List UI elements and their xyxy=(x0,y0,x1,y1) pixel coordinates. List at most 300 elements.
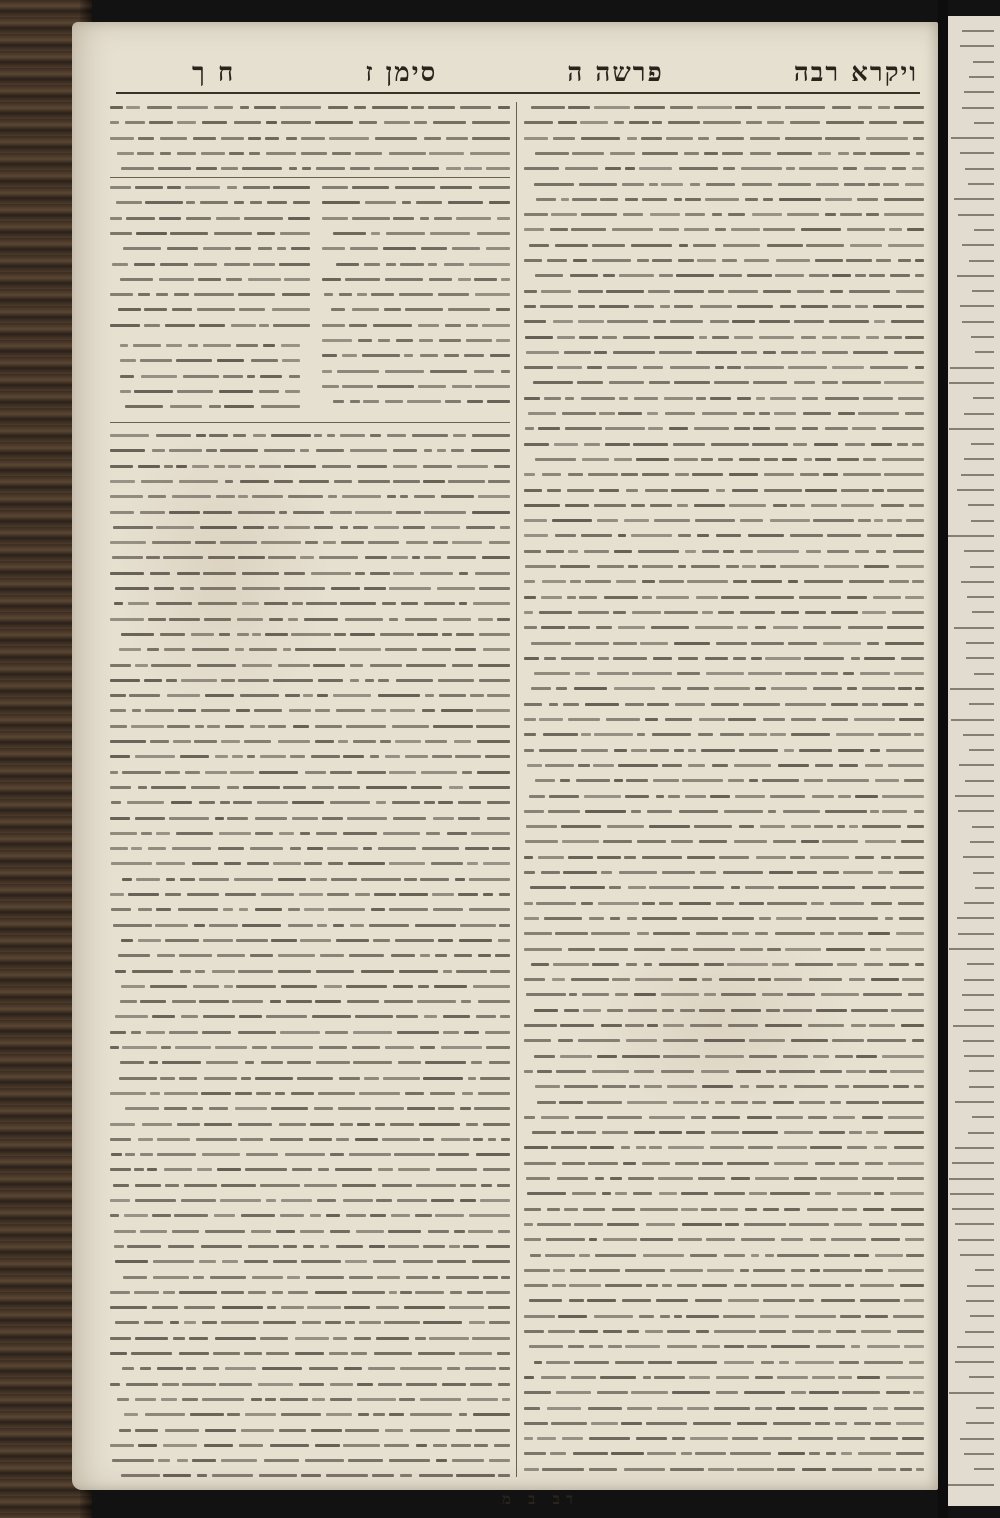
text-stroke xyxy=(654,336,695,339)
text-stroke xyxy=(432,1276,440,1279)
text-stroke xyxy=(145,1413,186,1416)
text-stroke xyxy=(140,1367,151,1370)
text-stroke xyxy=(631,749,646,752)
text-stroke xyxy=(456,1474,494,1477)
text-stroke xyxy=(442,633,452,636)
text-stroke xyxy=(871,978,899,981)
text-stroke xyxy=(242,587,280,590)
text-stroke xyxy=(389,618,398,621)
text-stroke xyxy=(649,825,690,828)
text-stroke xyxy=(546,1238,585,1241)
text-stroke xyxy=(472,137,510,140)
text-stroke xyxy=(972,1116,994,1118)
text-stroke xyxy=(550,1452,567,1455)
text-stroke xyxy=(327,847,358,850)
text-stroke xyxy=(584,443,600,446)
text-stroke xyxy=(458,278,470,281)
text-stroke xyxy=(634,948,665,951)
text-stroke xyxy=(706,1238,736,1241)
text-stroke xyxy=(902,978,924,981)
text-stroke xyxy=(366,786,407,789)
text-stroke xyxy=(415,1214,432,1217)
text-stroke xyxy=(123,1276,148,1279)
text-stroke xyxy=(394,1153,435,1156)
text-stroke xyxy=(714,381,748,384)
text-stroke xyxy=(578,320,604,323)
text-stroke xyxy=(884,381,924,384)
text-stroke xyxy=(110,495,143,498)
text-stroke xyxy=(179,1077,197,1080)
text-stroke xyxy=(253,263,275,266)
text-stroke xyxy=(621,1146,630,1149)
text-stroke xyxy=(114,1245,125,1248)
text-stroke xyxy=(400,1367,442,1370)
text-stroke xyxy=(772,963,789,966)
text-stroke xyxy=(199,878,229,881)
text-stroke xyxy=(288,1291,308,1294)
text-stroke xyxy=(475,385,510,388)
text-stroke xyxy=(393,480,420,483)
text-stroke xyxy=(202,1031,231,1034)
text-stroke xyxy=(605,443,629,446)
text-stroke xyxy=(486,1046,510,1049)
text-stroke xyxy=(865,764,883,767)
text-stroke xyxy=(624,1468,665,1471)
text-stroke xyxy=(264,449,295,452)
text-stroke xyxy=(119,1077,157,1080)
text-stroke xyxy=(152,541,191,544)
text-stroke xyxy=(832,366,864,369)
text-stroke xyxy=(841,1452,851,1455)
text-stroke xyxy=(838,152,849,155)
text-stroke xyxy=(827,534,861,537)
text-stroke xyxy=(961,581,994,583)
text-stroke xyxy=(764,458,778,461)
text-stroke xyxy=(875,779,899,782)
text-stroke xyxy=(358,480,390,483)
text-stroke xyxy=(377,1276,400,1279)
text-stroke xyxy=(120,278,152,281)
text-stroke xyxy=(864,167,886,170)
text-stroke xyxy=(647,810,672,813)
text-stroke xyxy=(389,862,425,865)
text-stroke xyxy=(530,886,565,889)
text-stroke xyxy=(837,963,858,966)
block-divider xyxy=(110,177,510,178)
text-stroke xyxy=(716,1391,738,1394)
text-stroke xyxy=(662,764,683,767)
text-stroke xyxy=(866,213,878,216)
text-stroke xyxy=(893,1085,909,1088)
text-stroke xyxy=(791,1269,805,1272)
text-stroke xyxy=(688,764,706,767)
text-stroke xyxy=(342,354,357,357)
text-stroke xyxy=(863,993,902,996)
signature-mark: דב ב מ xyxy=(502,1490,580,1508)
text-stroke xyxy=(301,1474,321,1477)
text-stroke xyxy=(677,1284,697,1287)
text-stroke xyxy=(281,985,317,988)
text-stroke xyxy=(564,1208,578,1211)
text-stroke xyxy=(541,626,565,629)
text-stroke xyxy=(423,1321,462,1324)
text-stroke xyxy=(255,832,273,835)
text-stroke xyxy=(202,121,227,124)
text-stroke xyxy=(900,1284,924,1287)
text-stroke xyxy=(364,1077,379,1080)
text-stroke xyxy=(219,832,251,835)
text-stroke xyxy=(852,427,876,430)
text-stroke xyxy=(568,106,590,109)
text-stroke xyxy=(719,856,749,859)
text-stroke xyxy=(122,771,161,774)
text-stroke xyxy=(622,1055,660,1058)
text-stroke xyxy=(266,1015,307,1018)
text-stroke xyxy=(891,320,924,323)
text-stroke xyxy=(544,917,582,920)
text-stroke xyxy=(252,633,261,636)
text-stroke xyxy=(217,359,245,362)
text-stroke xyxy=(371,908,385,911)
text-stroke xyxy=(433,541,448,544)
text-stroke xyxy=(853,152,866,155)
text-stroke xyxy=(727,366,741,369)
text-stroke xyxy=(161,1046,171,1049)
text-stroke xyxy=(751,1284,787,1287)
text-stroke xyxy=(600,1376,636,1379)
text-stroke xyxy=(641,137,662,140)
text-stroke xyxy=(570,580,582,583)
text-stroke xyxy=(862,687,895,690)
text-stroke xyxy=(458,801,481,804)
text-stroke xyxy=(110,740,146,743)
text-stroke xyxy=(776,1116,803,1119)
text-stroke xyxy=(905,336,924,339)
text-stroke xyxy=(261,1061,283,1064)
text-stroke xyxy=(160,633,185,636)
text-stroke xyxy=(678,259,693,262)
text-stroke xyxy=(742,183,772,186)
text-stroke xyxy=(281,121,311,124)
text-stroke xyxy=(809,1452,820,1455)
text-stroke xyxy=(391,954,415,957)
text-stroke xyxy=(849,1131,863,1134)
text-stroke xyxy=(773,840,796,843)
text-stroke xyxy=(644,1085,662,1088)
text-stroke xyxy=(110,293,133,296)
text-stroke xyxy=(315,121,352,124)
text-stroke xyxy=(570,274,598,277)
text-stroke xyxy=(177,121,196,124)
text-stroke xyxy=(735,795,765,798)
text-stroke xyxy=(114,602,123,605)
text-stroke xyxy=(534,672,571,675)
running-head xyxy=(192,48,918,88)
text-stroke xyxy=(180,587,194,590)
text-stroke xyxy=(886,1376,924,1379)
text-stroke xyxy=(281,1199,311,1202)
text-stroke xyxy=(739,825,754,828)
text-stroke xyxy=(476,1015,496,1018)
text-stroke xyxy=(267,201,287,204)
text-stroke xyxy=(396,1015,418,1018)
text-stroke xyxy=(310,878,327,881)
text-stroke xyxy=(524,137,548,140)
text-stroke xyxy=(577,381,602,384)
text-stroke xyxy=(524,504,560,507)
text-stroke xyxy=(912,580,924,583)
text-stroke xyxy=(110,1352,127,1355)
text-stroke xyxy=(524,167,559,170)
text-stroke xyxy=(755,596,795,599)
text-stroke xyxy=(348,1459,383,1462)
header-parasha: פרשה ה xyxy=(567,58,664,88)
text-stroke xyxy=(448,480,484,483)
text-stroke xyxy=(675,1162,699,1165)
text-stroke xyxy=(174,293,189,296)
text-stroke xyxy=(345,1260,367,1263)
text-stroke xyxy=(140,511,165,514)
text-stroke xyxy=(150,1092,160,1095)
text-stroke xyxy=(901,1024,924,1027)
text-stroke xyxy=(571,978,610,981)
text-stroke xyxy=(914,703,924,706)
text-stroke xyxy=(472,121,510,124)
text-stroke xyxy=(180,755,209,758)
text-stroke xyxy=(645,1330,663,1333)
text-stroke xyxy=(864,657,895,660)
text-stroke xyxy=(476,725,510,728)
text-stroke xyxy=(581,733,591,736)
text-stroke xyxy=(352,217,390,220)
text-stroke xyxy=(687,687,710,690)
text-stroke xyxy=(330,771,352,774)
text-stroke xyxy=(454,1230,465,1233)
text-stroke xyxy=(456,970,486,973)
text-stroke xyxy=(345,278,380,281)
text-stroke xyxy=(955,1223,994,1225)
text-stroke xyxy=(322,186,348,189)
text-stroke xyxy=(914,1085,924,1088)
text-stroke xyxy=(904,1299,924,1302)
text-stroke xyxy=(155,924,187,927)
text-stroke xyxy=(681,1192,707,1195)
text-stroke xyxy=(663,1055,700,1058)
text-stroke xyxy=(326,1413,353,1416)
text-stroke xyxy=(441,1138,470,1141)
text-stroke xyxy=(680,1009,695,1012)
text-stroke xyxy=(681,1452,692,1455)
text-stroke xyxy=(913,1391,924,1394)
text-stroke xyxy=(110,664,131,667)
text-stroke xyxy=(631,534,672,537)
text-stroke xyxy=(690,1254,717,1257)
text-stroke xyxy=(898,259,912,262)
text-stroke xyxy=(524,519,547,522)
text-stroke xyxy=(647,412,658,415)
text-stroke xyxy=(838,412,855,415)
text-stroke xyxy=(343,1444,379,1447)
text-stroke xyxy=(697,259,716,262)
text-stroke xyxy=(875,1254,903,1257)
text-stroke xyxy=(135,186,163,189)
text-stroke xyxy=(527,1192,566,1195)
text-stroke xyxy=(289,167,297,170)
text-stroke xyxy=(802,427,819,430)
text-stroke xyxy=(806,244,845,247)
text-stroke xyxy=(887,489,924,492)
text-stroke xyxy=(112,1459,154,1462)
text-stroke xyxy=(224,263,250,266)
text-stroke xyxy=(627,1101,667,1104)
text-stroke xyxy=(350,400,359,403)
text-stroke xyxy=(295,1337,330,1340)
text-stroke xyxy=(663,1024,684,1027)
text-stroke xyxy=(892,167,907,170)
text-stroke xyxy=(336,709,365,712)
text-stroke xyxy=(473,1138,483,1141)
text-stroke xyxy=(350,924,364,927)
text-stroke xyxy=(965,780,994,782)
text-stroke xyxy=(837,1192,871,1195)
text-stroke xyxy=(393,449,417,452)
text-stroke xyxy=(699,1009,725,1012)
text-stroke xyxy=(631,504,645,507)
text-stroke xyxy=(370,1214,386,1217)
text-stroke xyxy=(794,320,824,323)
text-stroke xyxy=(896,1422,924,1425)
text-stroke xyxy=(279,1123,306,1126)
text-stroke xyxy=(821,993,859,996)
text-stroke xyxy=(963,856,994,858)
text-stroke xyxy=(357,1398,396,1401)
text-stroke xyxy=(153,1276,189,1279)
text-stroke xyxy=(111,801,122,804)
text-stroke xyxy=(603,840,633,843)
text-stroke xyxy=(773,1422,811,1425)
text-stroke xyxy=(203,1015,235,1018)
left-top-block xyxy=(110,102,510,172)
text-stroke xyxy=(705,198,739,201)
text-stroke xyxy=(464,1031,478,1034)
text-stroke xyxy=(220,801,229,804)
text-stroke xyxy=(823,473,837,476)
text-stroke xyxy=(473,602,510,605)
text-stroke xyxy=(544,657,556,660)
text-stroke xyxy=(468,1230,492,1233)
text-stroke xyxy=(882,1101,924,1104)
text-stroke xyxy=(774,1162,808,1165)
text-stroke xyxy=(649,381,669,384)
text-stroke xyxy=(156,832,170,835)
text-stroke xyxy=(705,1055,744,1058)
text-stroke xyxy=(674,642,710,645)
text-stroke xyxy=(224,862,241,865)
text-stroke xyxy=(353,1061,391,1064)
text-stroke xyxy=(266,1199,276,1202)
text-stroke xyxy=(869,1024,896,1027)
text-stroke xyxy=(804,657,844,660)
text-stroke xyxy=(352,1046,380,1049)
text-stroke xyxy=(350,167,370,170)
text-stroke xyxy=(378,679,390,682)
text-stroke xyxy=(626,1039,656,1042)
text-stroke xyxy=(624,519,649,522)
text-stroke xyxy=(288,908,300,911)
text-stroke xyxy=(268,556,295,559)
text-stroke xyxy=(526,993,566,996)
text-stroke xyxy=(202,1321,217,1324)
text-stroke xyxy=(560,779,570,782)
text-stroke xyxy=(248,1245,279,1248)
text-stroke xyxy=(668,121,699,124)
text-stroke xyxy=(288,217,310,220)
text-stroke xyxy=(722,259,737,262)
text-stroke xyxy=(483,1168,510,1171)
text-stroke xyxy=(770,397,796,400)
text-stroke xyxy=(110,106,123,109)
text-stroke xyxy=(316,832,337,835)
text-stroke xyxy=(361,970,394,973)
text-stroke xyxy=(870,810,879,813)
text-stroke xyxy=(110,232,132,235)
text-stroke xyxy=(678,1238,702,1241)
text-stroke xyxy=(763,290,791,293)
text-stroke xyxy=(579,336,597,339)
text-stroke xyxy=(134,263,155,266)
text-stroke xyxy=(634,397,658,400)
text-stroke xyxy=(110,1092,146,1095)
text-stroke xyxy=(628,1177,654,1180)
text-stroke xyxy=(818,1330,831,1333)
text-stroke xyxy=(278,970,312,973)
text-stroke xyxy=(486,1291,510,1294)
text-stroke xyxy=(589,1345,603,1348)
text-stroke xyxy=(268,526,279,529)
text-stroke xyxy=(808,1116,828,1119)
text-stroke xyxy=(602,1085,625,1088)
text-stroke xyxy=(914,810,924,813)
text-stroke xyxy=(531,642,571,645)
text-stroke xyxy=(878,871,893,874)
text-stroke xyxy=(110,771,118,774)
text-stroke xyxy=(355,1138,378,1141)
text-stroke xyxy=(131,1031,141,1034)
text-stroke xyxy=(640,1238,672,1241)
text-stroke xyxy=(342,385,373,388)
text-stroke xyxy=(659,274,673,277)
text-stroke xyxy=(653,657,672,660)
text-stroke xyxy=(541,1376,566,1379)
text-stroke xyxy=(543,733,578,736)
text-stroke xyxy=(316,449,344,452)
text-stroke xyxy=(318,1168,330,1171)
text-stroke xyxy=(886,948,924,951)
text-stroke xyxy=(383,1077,420,1080)
text-stroke xyxy=(192,1459,216,1462)
text-stroke xyxy=(715,228,726,231)
text-stroke xyxy=(743,412,754,415)
text-stroke xyxy=(671,489,709,492)
text-stroke xyxy=(230,771,253,774)
text-stroke xyxy=(568,1345,584,1348)
text-stroke xyxy=(671,948,688,951)
text-stroke xyxy=(626,489,638,492)
text-stroke xyxy=(240,694,279,697)
text-stroke xyxy=(966,657,994,659)
text-stroke xyxy=(969,1376,994,1378)
text-stroke xyxy=(421,247,447,250)
